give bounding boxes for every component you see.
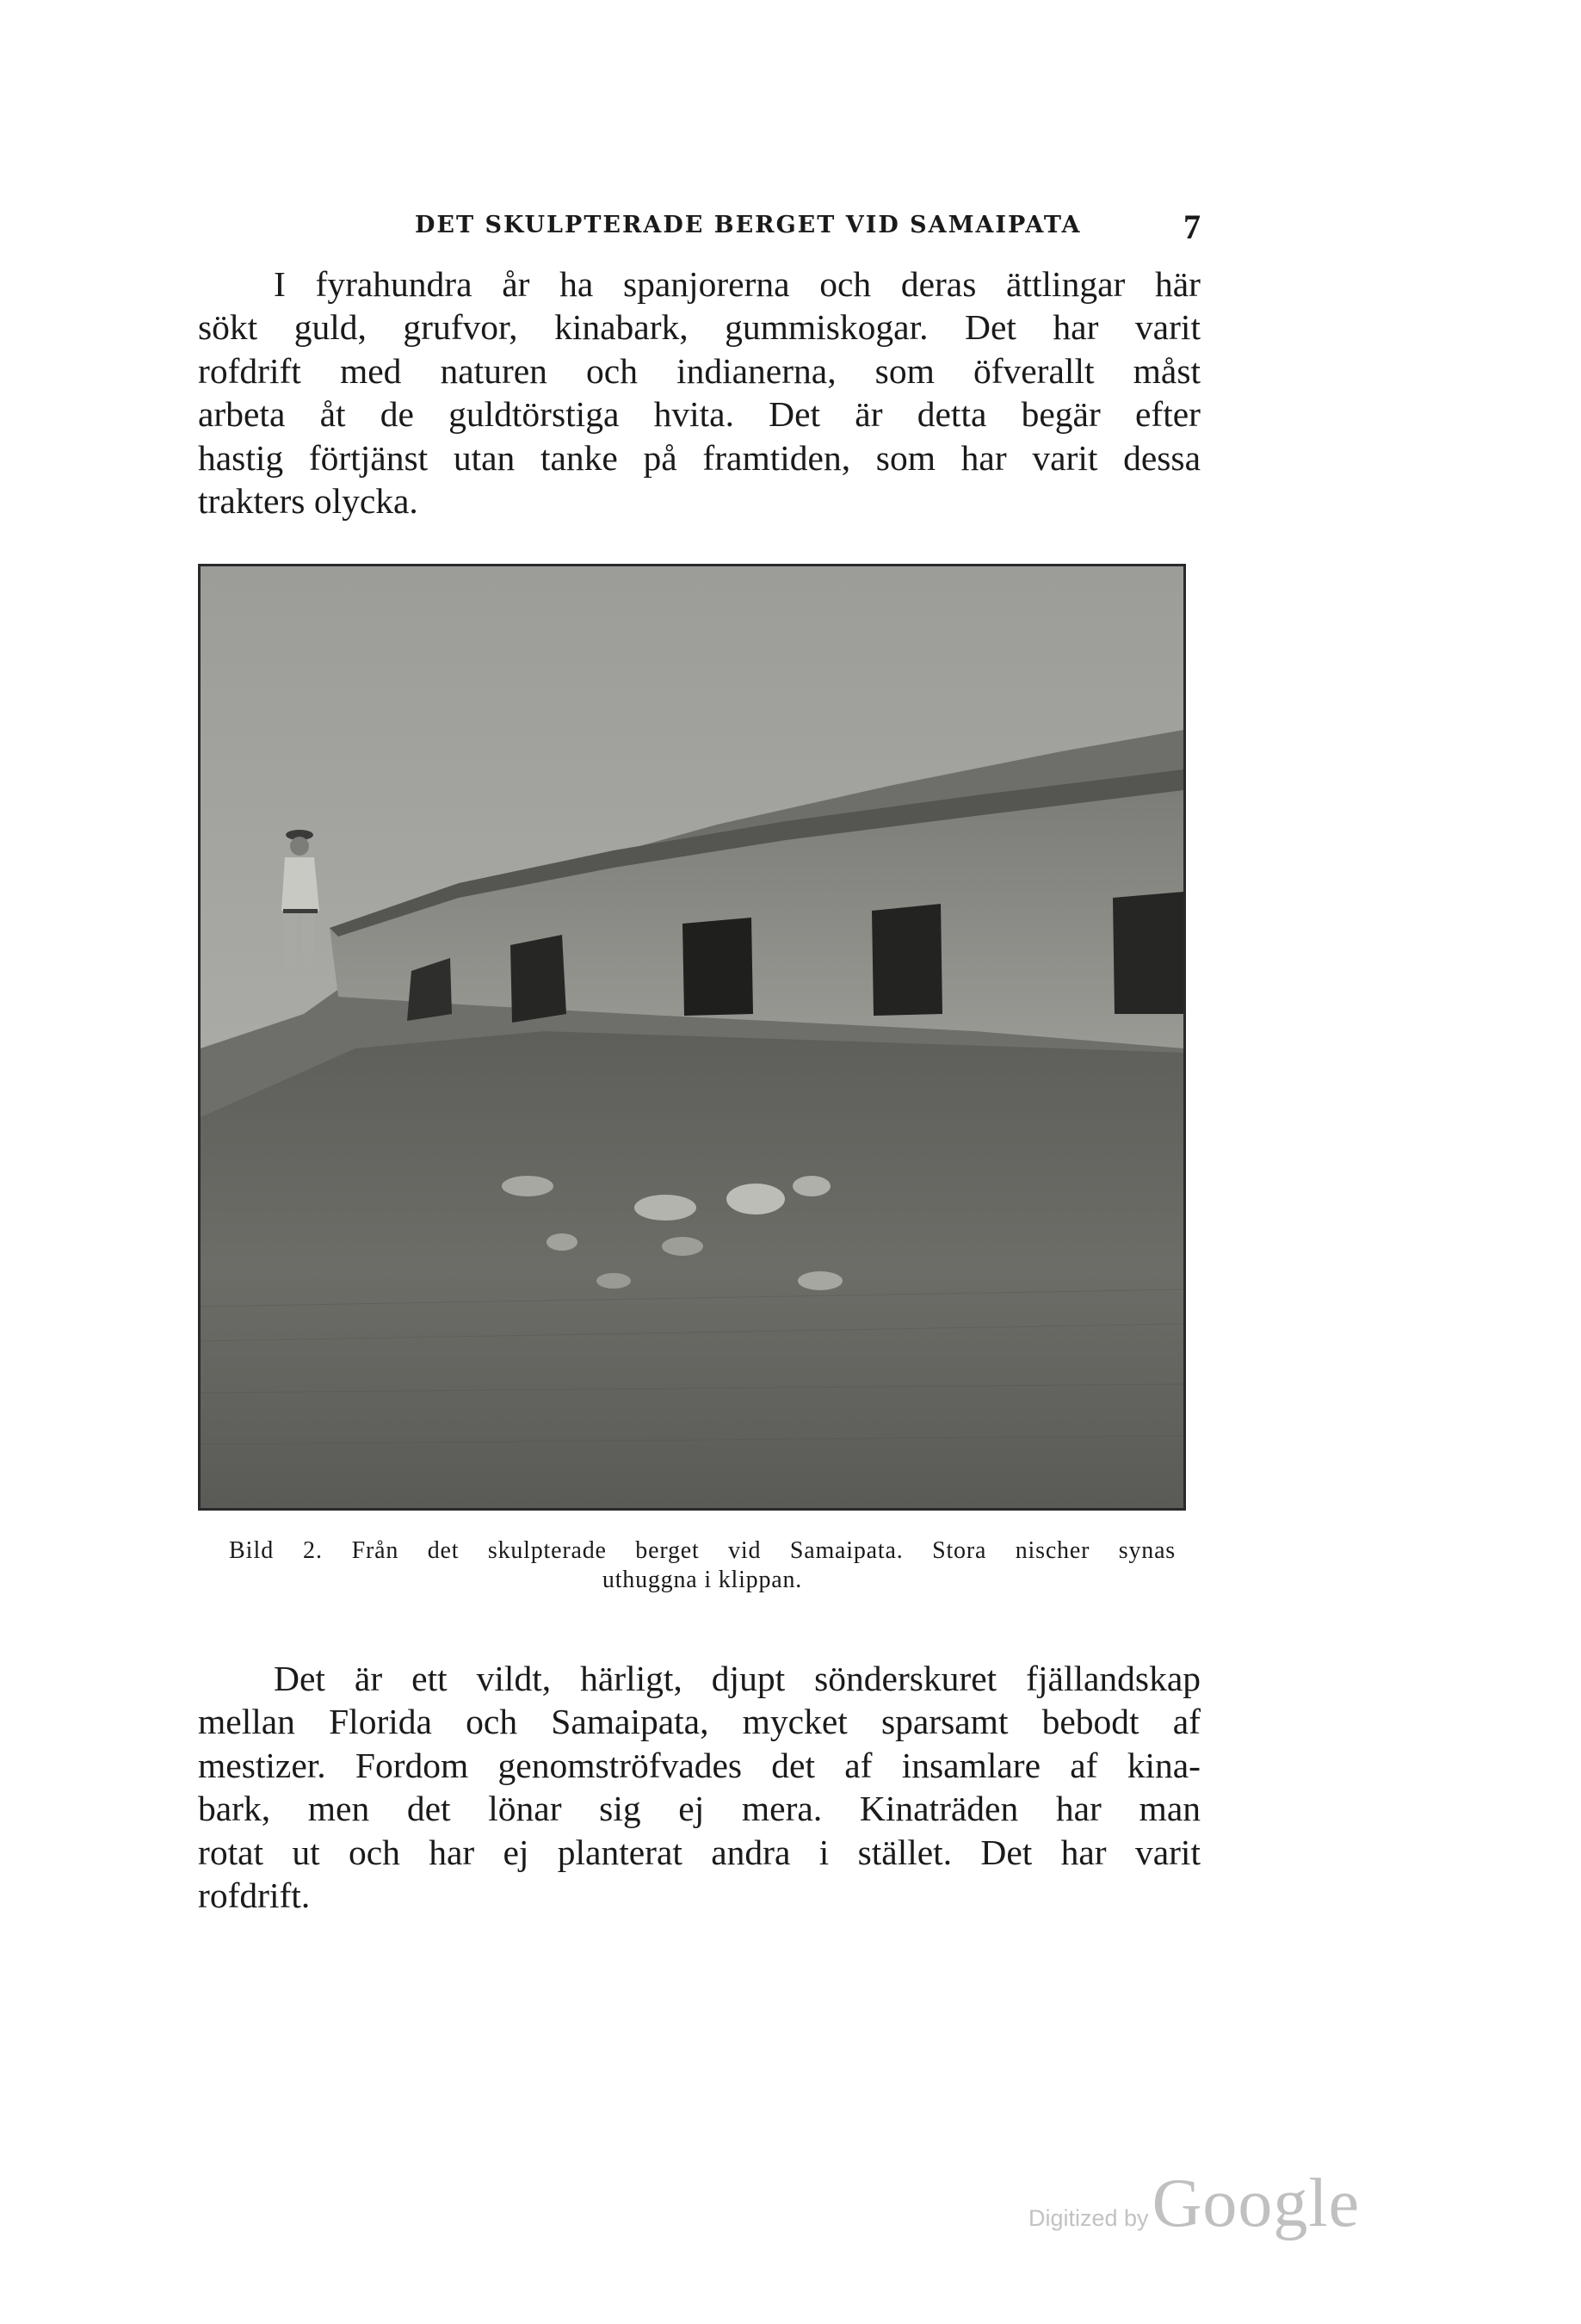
running-title: DET SKULPTERADE BERGET VID SAMAIPATA — [415, 212, 1082, 238]
photo-rock-hillside — [201, 566, 1183, 1508]
text-line: rofdrift. — [198, 1875, 311, 1915]
text-line: rofdrift med naturen och indianerna, som öfverallt måst — [198, 350, 1201, 391]
text-line: hastig förtjänst utan tanke på framtiden, som har varit dessa — [198, 437, 1201, 478]
text-line: mellan Florida och Samaipata, mycket sparsamt bebodt af — [198, 1702, 1201, 1742]
caption-text: Från det skulpterade berget vid Samaipata. Stora nischer synas — [351, 1537, 1176, 1564]
watermark-prefix: Digitized by — [1028, 2205, 1149, 2231]
text-line: bark, men det lönar sig ej mera. Kinaträden har man — [198, 1789, 1201, 1829]
text-line: trakters olycka. — [198, 480, 418, 521]
text-line: sökt guld, grufvor, kinabark, gummiskogar. Det har varit — [198, 307, 1201, 348]
text-line: rotat ut och har ej planterat andra i stället. Det har varit — [198, 1832, 1201, 1872]
figure-label: Bild 2. — [229, 1537, 324, 1564]
running-head — [198, 207, 1201, 246]
text-line: Det är ett vildt, härligt, djupt sönderskuret fjällandskap — [274, 1659, 1201, 1698]
text-line: mestizer. Fordom genomströfvades det af insamlare af kina- — [198, 1745, 1201, 1785]
caption-line: uthuggna i klippan. — [602, 1567, 803, 1593]
paragraph-2 — [198, 1657, 1201, 1917]
figure-photograph — [198, 564, 1186, 1511]
page-number: 7 — [1183, 207, 1201, 246]
paragraph-1 — [198, 263, 1201, 522]
digitized-watermark — [1028, 2165, 1360, 2243]
text-line: I fyrahundra år ha spanjorerna och deras ättlingar här — [274, 264, 1201, 304]
figure-caption — [229, 1536, 1176, 1595]
text-line: arbeta åt de guldtörstiga hvita. Det är detta begär efter — [198, 394, 1201, 435]
caption-line — [229, 1536, 1176, 1566]
watermark-brand: Google — [1152, 2166, 1361, 2241]
